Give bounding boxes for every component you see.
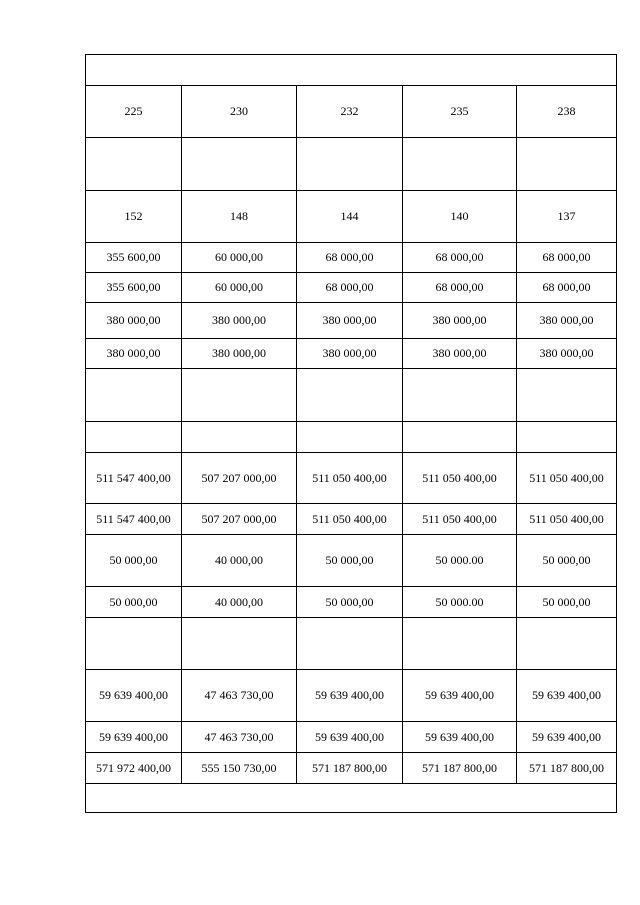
table-cell: 380 000,00 — [297, 303, 403, 339]
table-cell: 380 000,00 — [86, 303, 182, 339]
table-top-row — [86, 55, 617, 86]
table-cell: 225 — [86, 86, 182, 138]
table-cell: 40 000,00 — [182, 535, 297, 587]
table-cell — [86, 369, 182, 422]
table-cell — [182, 422, 297, 453]
table-cell: 60 000,00 — [182, 243, 297, 273]
table-row — [86, 618, 617, 670]
table-cell — [297, 618, 403, 670]
table-row — [86, 670, 617, 722]
table-cell: 40 000,00 — [182, 587, 297, 618]
table-cell: 60 000,00 — [182, 273, 297, 303]
table-cell: 59 639 400,00 — [86, 670, 182, 722]
table-footer-cell — [86, 784, 617, 813]
table-cell: 59 639 400,00 — [297, 670, 403, 722]
table-cell: 68 000,00 — [297, 243, 403, 273]
table-top-cell — [86, 55, 617, 86]
table-row — [86, 303, 617, 339]
table-cell: 68 000,00 — [297, 273, 403, 303]
table-cell: 68 000,00 — [403, 273, 517, 303]
table-cell — [297, 138, 403, 191]
table-cell: 380 000,00 — [517, 303, 617, 339]
table-cell — [517, 422, 617, 453]
table-cell: 144 — [297, 191, 403, 243]
table-cell: 235 — [403, 86, 517, 138]
table-cell: 50 000,00 — [297, 587, 403, 618]
table-cell — [86, 138, 182, 191]
table-cell: 137 — [517, 191, 617, 243]
table-cell: 511 050 400,00 — [517, 504, 617, 535]
table-cell: 380 000,00 — [297, 339, 403, 369]
table-cell: 59 639 400,00 — [297, 722, 403, 753]
table-row — [86, 243, 617, 273]
table-cell — [403, 422, 517, 453]
table-cell: 59 639 400,00 — [403, 670, 517, 722]
table-cell: 571 972 400,00 — [86, 753, 182, 784]
table-cell: 68 000,00 — [517, 273, 617, 303]
table-cell: 68 000,00 — [403, 243, 517, 273]
table-cell: 380 000,00 — [403, 339, 517, 369]
table-cell: 148 — [182, 191, 297, 243]
table-row — [86, 138, 617, 191]
table-cell: 380 000,00 — [86, 339, 182, 369]
table-cell: 555 150 730,00 — [182, 753, 297, 784]
table-cell: 507 207 000,00 — [182, 453, 297, 504]
table-cell: 511 050 400,00 — [403, 453, 517, 504]
table-cell: 238 — [517, 86, 617, 138]
table-cell — [182, 618, 297, 670]
table-cell: 380 000,00 — [182, 339, 297, 369]
table-cell: 380 000,00 — [182, 303, 297, 339]
table-cell — [297, 422, 403, 453]
table-cell: 355 600,00 — [86, 273, 182, 303]
table-row — [86, 504, 617, 535]
table-cell: 355 600,00 — [86, 243, 182, 273]
table-cell — [517, 369, 617, 422]
table-cell: 380 000,00 — [403, 303, 517, 339]
table-cell: 50 000,00 — [86, 535, 182, 587]
table-cell: 507 207 000,00 — [182, 504, 297, 535]
table-cell: 50 000.00 — [403, 587, 517, 618]
table-cell — [517, 138, 617, 191]
table-cell: 50 000,00 — [517, 587, 617, 618]
table-cell — [403, 138, 517, 191]
table-cell — [86, 618, 182, 670]
table-row — [86, 369, 617, 422]
table-cell: 511 547 400,00 — [86, 504, 182, 535]
table-cell: 511 050 400,00 — [297, 504, 403, 535]
table-cell: 571 187 800,00 — [517, 753, 617, 784]
table-cell — [182, 369, 297, 422]
table-cell: 50 000,00 — [86, 587, 182, 618]
table-cell: 232 — [297, 86, 403, 138]
table-cell: 511 050 400,00 — [517, 453, 617, 504]
table-row — [86, 722, 617, 753]
table-cell: 230 — [182, 86, 297, 138]
table-cell: 59 639 400,00 — [517, 670, 617, 722]
data-table — [85, 54, 617, 813]
table-row — [86, 86, 617, 138]
table-cell — [297, 369, 403, 422]
table-cell: 380 000,00 — [517, 339, 617, 369]
table-cell: 571 187 800,00 — [403, 753, 517, 784]
table-cell: 571 187 800,00 — [297, 753, 403, 784]
table-row — [86, 273, 617, 303]
table-cell: 47 463 730,00 — [182, 670, 297, 722]
table-cell: 50 000,00 — [517, 535, 617, 587]
table-cell — [86, 422, 182, 453]
table-row — [86, 587, 617, 618]
table-cell: 511 050 400,00 — [297, 453, 403, 504]
table-footer-row — [86, 784, 617, 813]
table-cell: 140 — [403, 191, 517, 243]
table-cell: 68 000,00 — [517, 243, 617, 273]
table-cell: 511 547 400,00 — [86, 453, 182, 504]
table-cell: 511 050 400,00 — [403, 504, 517, 535]
table-cell: 47 463 730,00 — [182, 722, 297, 753]
table-cell: 59 639 400,00 — [86, 722, 182, 753]
table-cell — [403, 369, 517, 422]
table-row — [86, 453, 617, 504]
table-cell: 59 639 400,00 — [517, 722, 617, 753]
table-row — [86, 753, 617, 784]
table-row — [86, 191, 617, 243]
table-cell: 50 000,00 — [297, 535, 403, 587]
table-cell: 59 639 400,00 — [403, 722, 517, 753]
table-cell — [403, 618, 517, 670]
table-row — [86, 339, 617, 369]
table-cell: 50 000.00 — [403, 535, 517, 587]
table-row — [86, 422, 617, 453]
table-cell: 152 — [86, 191, 182, 243]
table-cell — [517, 618, 617, 670]
table-row — [86, 535, 617, 587]
table-cell — [182, 138, 297, 191]
